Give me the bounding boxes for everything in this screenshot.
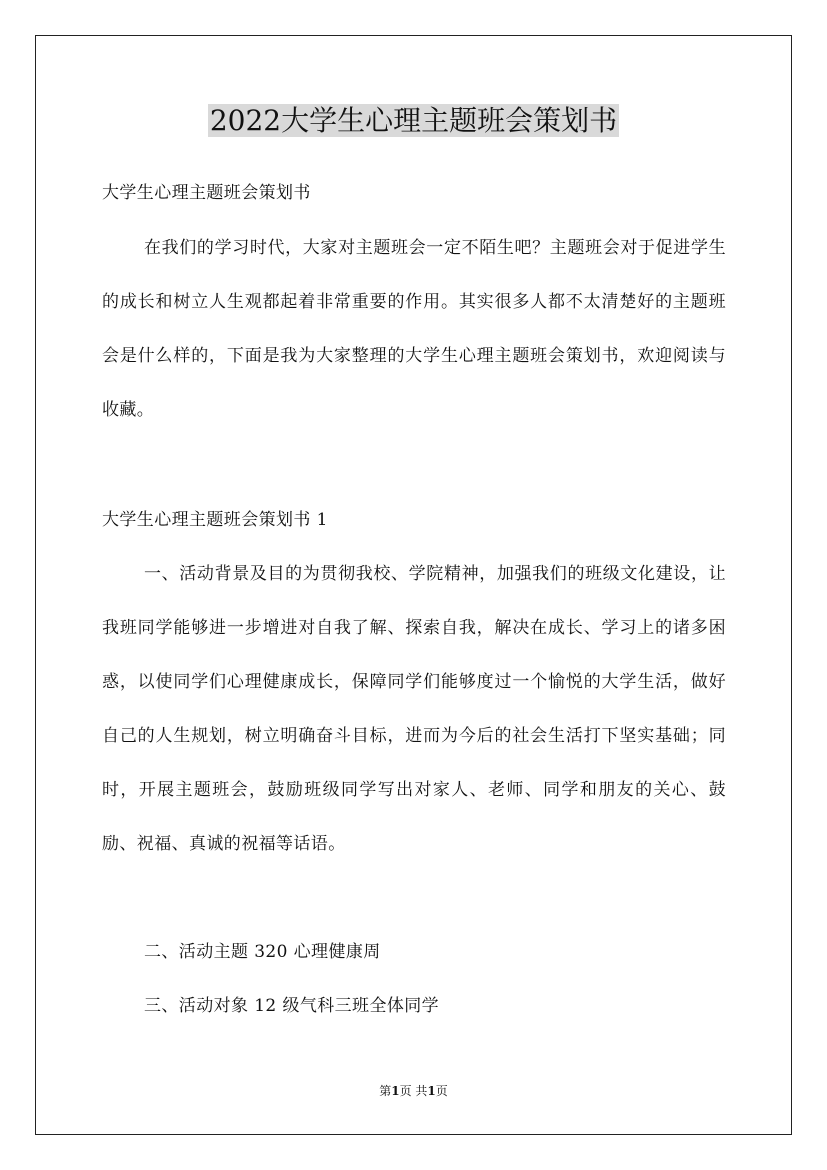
footer-total-pages: 1 (427, 1084, 436, 1098)
footer-mid: 页 共 (399, 1084, 428, 1098)
document-subtitle: 大学生心理主题班会策划书 (102, 183, 311, 203)
footer-suffix: 页 (435, 1084, 448, 1098)
footer-prefix: 第 (379, 1084, 392, 1098)
document-title-text: 2022大学生心理主题班会策划书 (209, 104, 618, 137)
document-title (0, 101, 827, 141)
footer-current-page: 1 (391, 1084, 400, 1098)
intro-paragraph: 在我们的学习时代，大家对主题班会一定不陌生吧？主题班会对于促进学生的成长和树立人生观都起着非常重要的作用。其实很多人都不太清楚好的主题班会是什么样的，下面是我为大家整理的大学生心理主题班会策划书，欢迎阅读与收藏。 (102, 238, 726, 420)
section-paragraph-theme: 二、活动主题 320 心理健康周 (144, 942, 381, 962)
section-heading: 大学生心理主题班会策划书 1 (102, 510, 328, 530)
page-footer (0, 1083, 827, 1099)
section-paragraph-audience: 三、活动对象 12 级气科三班全体同学 (144, 996, 440, 1016)
section-paragraph-background: 一、活动背景及目的为贯彻我校、学院精神，加强我们的班级文化建设，让我班同学能够进一步增进对自我了解、探索自我，解决在成长、学习上的诸多困惑，以使同学们心理健康成长，保障同学们能够度过一个愉悦的大学生活，做好自己的人生规划，树立明确奋斗目标，进而为今后的社会生活打下坚实基础；同时，开展主题班会，鼓励班级同学写出对家人、老师、同学和朋友的关心、鼓励、祝福、真诚的祝福等话语。 (102, 564, 726, 854)
